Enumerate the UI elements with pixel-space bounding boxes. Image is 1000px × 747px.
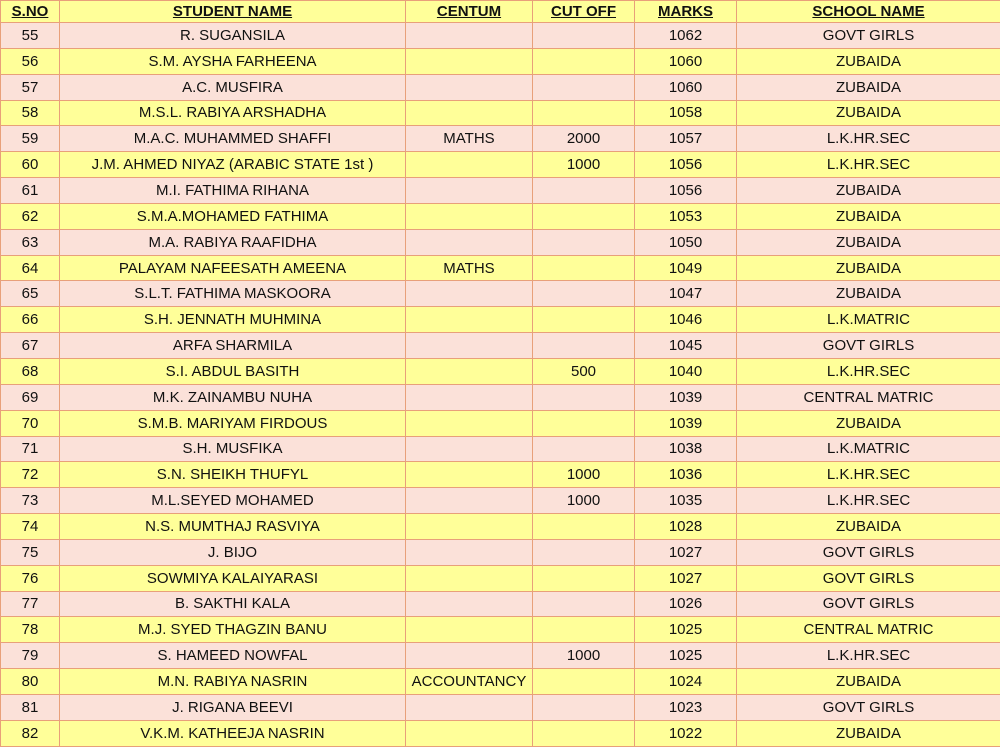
table-row <box>1 462 1000 488</box>
cell-centum <box>406 384 533 410</box>
cell-marks: 1036 <box>635 462 737 488</box>
cell-school-name: GOVT GIRLS <box>737 565 1000 591</box>
cell-sno: 71 <box>1 436 60 462</box>
cell-sno: 65 <box>1 281 60 307</box>
cell-student-name: N.S. MUMTHAJ RASVIYA <box>60 514 406 540</box>
cell-centum <box>406 152 533 178</box>
cell-marks: 1060 <box>635 74 737 100</box>
header-centum: CENTUM <box>406 1 533 23</box>
cell-marks: 1035 <box>635 488 737 514</box>
cell-cut-off: 1000 <box>533 643 635 669</box>
cell-school-name: GOVT GIRLS <box>737 694 1000 720</box>
cell-centum <box>406 488 533 514</box>
cell-sno: 63 <box>1 229 60 255</box>
cell-school-name: CENTRAL MATRIC <box>737 384 1000 410</box>
cell-sno: 79 <box>1 643 60 669</box>
cell-marks: 1027 <box>635 539 737 565</box>
cell-marks: 1060 <box>635 48 737 74</box>
cell-centum <box>406 178 533 204</box>
cell-cut-off <box>533 281 635 307</box>
cell-centum <box>406 591 533 617</box>
cell-student-name: J. BIJO <box>60 539 406 565</box>
table-row <box>1 565 1000 591</box>
cell-cut-off <box>533 178 635 204</box>
cell-marks: 1026 <box>635 591 737 617</box>
table-row <box>1 281 1000 307</box>
cell-centum <box>406 307 533 333</box>
cell-sno: 75 <box>1 539 60 565</box>
cell-sno: 72 <box>1 462 60 488</box>
cell-sno: 66 <box>1 307 60 333</box>
cell-centum <box>406 565 533 591</box>
cell-cut-off <box>533 565 635 591</box>
cell-student-name: S.H. JENNATH MUHMINA <box>60 307 406 333</box>
cell-cut-off <box>533 436 635 462</box>
cell-school-name: GOVT GIRLS <box>737 333 1000 359</box>
cell-centum <box>406 617 533 643</box>
cell-cut-off <box>533 229 635 255</box>
cell-school-name: GOVT GIRLS <box>737 591 1000 617</box>
table-row <box>1 591 1000 617</box>
table-row <box>1 514 1000 540</box>
cell-cut-off: 1000 <box>533 462 635 488</box>
table-row <box>1 48 1000 74</box>
cell-marks: 1023 <box>635 694 737 720</box>
cell-school-name: L.K.HR.SEC <box>737 488 1000 514</box>
cell-student-name: M.L.SEYED MOHAMED <box>60 488 406 514</box>
table-row <box>1 152 1000 178</box>
cell-centum <box>406 436 533 462</box>
cell-centum <box>406 281 533 307</box>
table-row <box>1 488 1000 514</box>
cell-school-name: ZUBAIDA <box>737 410 1000 436</box>
cell-student-name: S.M. AYSHA FARHEENA <box>60 48 406 74</box>
cell-cut-off <box>533 617 635 643</box>
cell-cut-off: 1000 <box>533 152 635 178</box>
table-row <box>1 178 1000 204</box>
cell-marks: 1049 <box>635 255 737 281</box>
cell-school-name: ZUBAIDA <box>737 100 1000 126</box>
cell-sno: 58 <box>1 100 60 126</box>
cell-marks: 1028 <box>635 514 737 540</box>
cell-school-name: L.K.HR.SEC <box>737 462 1000 488</box>
cell-marks: 1038 <box>635 436 737 462</box>
table-row <box>1 669 1000 695</box>
cell-centum <box>406 358 533 384</box>
cell-centum <box>406 694 533 720</box>
cell-school-name: ZUBAIDA <box>737 255 1000 281</box>
cell-sno: 74 <box>1 514 60 540</box>
cell-school-name: ZUBAIDA <box>737 178 1000 204</box>
cell-student-name: S.M.B. MARIYAM FIRDOUS <box>60 410 406 436</box>
table-row <box>1 384 1000 410</box>
cell-school-name: L.K.MATRIC <box>737 307 1000 333</box>
cell-cut-off <box>533 203 635 229</box>
cell-marks: 1056 <box>635 178 737 204</box>
table-row <box>1 203 1000 229</box>
table-row <box>1 539 1000 565</box>
cell-marks: 1050 <box>635 229 737 255</box>
cell-student-name: M.N. RABIYA NASRIN <box>60 669 406 695</box>
cell-sno: 59 <box>1 126 60 152</box>
cell-cut-off <box>533 591 635 617</box>
table-row <box>1 410 1000 436</box>
cell-sno: 70 <box>1 410 60 436</box>
cell-cut-off <box>533 333 635 359</box>
cell-sno: 57 <box>1 74 60 100</box>
cell-centum <box>406 539 533 565</box>
cell-cut-off <box>533 539 635 565</box>
cell-marks: 1047 <box>635 281 737 307</box>
cell-school-name: ZUBAIDA <box>737 281 1000 307</box>
cell-marks: 1025 <box>635 617 737 643</box>
cell-student-name: PALAYAM NAFEESATH AMEENA <box>60 255 406 281</box>
cell-student-name: J. RIGANA BEEVI <box>60 694 406 720</box>
cell-student-name: A.C. MUSFIRA <box>60 74 406 100</box>
cell-student-name: M.A.C. MUHAMMED SHAFFI <box>60 126 406 152</box>
cell-cut-off: 1000 <box>533 488 635 514</box>
cell-cut-off <box>533 100 635 126</box>
cell-school-name: ZUBAIDA <box>737 203 1000 229</box>
cell-cut-off: 500 <box>533 358 635 384</box>
cell-sno: 55 <box>1 23 60 49</box>
cell-centum <box>406 229 533 255</box>
cell-school-name: GOVT GIRLS <box>737 23 1000 49</box>
table-row <box>1 74 1000 100</box>
cell-marks: 1046 <box>635 307 737 333</box>
cell-centum <box>406 462 533 488</box>
table-row <box>1 229 1000 255</box>
cell-marks: 1053 <box>635 203 737 229</box>
cell-school-name: ZUBAIDA <box>737 229 1000 255</box>
cell-school-name: L.K.HR.SEC <box>737 126 1000 152</box>
cell-cut-off <box>533 669 635 695</box>
table-row <box>1 720 1000 746</box>
cell-centum <box>406 720 533 746</box>
table-row <box>1 358 1000 384</box>
cell-school-name: L.K.MATRIC <box>737 436 1000 462</box>
cell-sno: 67 <box>1 333 60 359</box>
cell-student-name: M.I. FATHIMA RIHANA <box>60 178 406 204</box>
cell-cut-off <box>533 307 635 333</box>
header-row <box>1 1 1000 23</box>
cell-sno: 78 <box>1 617 60 643</box>
cell-sno: 64 <box>1 255 60 281</box>
cell-marks: 1027 <box>635 565 737 591</box>
table-row <box>1 643 1000 669</box>
cell-sno: 60 <box>1 152 60 178</box>
cell-cut-off: 2000 <box>533 126 635 152</box>
table-row <box>1 255 1000 281</box>
cell-cut-off <box>533 720 635 746</box>
header-marks: MARKS <box>635 1 737 23</box>
cell-school-name: L.K.HR.SEC <box>737 358 1000 384</box>
cell-marks: 1056 <box>635 152 737 178</box>
cell-centum <box>406 74 533 100</box>
cell-sno: 77 <box>1 591 60 617</box>
table-row <box>1 307 1000 333</box>
cell-school-name: GOVT GIRLS <box>737 539 1000 565</box>
cell-marks: 1039 <box>635 384 737 410</box>
cell-student-name: B. SAKTHI KALA <box>60 591 406 617</box>
cell-marks: 1040 <box>635 358 737 384</box>
cell-marks: 1057 <box>635 126 737 152</box>
cell-cut-off <box>533 255 635 281</box>
cell-centum: MATHS <box>406 126 533 152</box>
cell-centum <box>406 333 533 359</box>
header-sno: S.NO <box>1 1 60 23</box>
cell-sno: 69 <box>1 384 60 410</box>
cell-sno: 81 <box>1 694 60 720</box>
cell-marks: 1039 <box>635 410 737 436</box>
cell-marks: 1024 <box>635 669 737 695</box>
cell-centum <box>406 203 533 229</box>
cell-school-name: ZUBAIDA <box>737 669 1000 695</box>
cell-school-name: L.K.HR.SEC <box>737 643 1000 669</box>
cell-cut-off <box>533 410 635 436</box>
cell-student-name: M.J. SYED THAGZIN BANU <box>60 617 406 643</box>
cell-school-name: CENTRAL MATRIC <box>737 617 1000 643</box>
cell-student-name: S.H. MUSFIKA <box>60 436 406 462</box>
cell-student-name: ARFA SHARMILA <box>60 333 406 359</box>
cell-cut-off <box>533 514 635 540</box>
cell-centum <box>406 23 533 49</box>
header-cut-off: CUT OFF <box>533 1 635 23</box>
table-row <box>1 617 1000 643</box>
cell-sno: 61 <box>1 178 60 204</box>
cell-cut-off <box>533 74 635 100</box>
cell-sno: 68 <box>1 358 60 384</box>
table-row <box>1 333 1000 359</box>
cell-school-name: L.K.HR.SEC <box>737 152 1000 178</box>
cell-marks: 1045 <box>635 333 737 359</box>
table-row <box>1 694 1000 720</box>
cell-centum <box>406 100 533 126</box>
cell-school-name: ZUBAIDA <box>737 74 1000 100</box>
cell-centum: ACCOUNTANCY <box>406 669 533 695</box>
cell-cut-off <box>533 48 635 74</box>
cell-student-name: S.M.A.MOHAMED FATHIMA <box>60 203 406 229</box>
cell-cut-off <box>533 694 635 720</box>
cell-centum <box>406 48 533 74</box>
cell-school-name: ZUBAIDA <box>737 720 1000 746</box>
table-row <box>1 100 1000 126</box>
cell-school-name: ZUBAIDA <box>737 48 1000 74</box>
cell-marks: 1058 <box>635 100 737 126</box>
cell-sno: 56 <box>1 48 60 74</box>
cell-sno: 76 <box>1 565 60 591</box>
cell-student-name: M.K. ZAINAMBU NUHA <box>60 384 406 410</box>
cell-sno: 82 <box>1 720 60 746</box>
cell-student-name: J.M. AHMED NIYAZ (ARABIC STATE 1st ) <box>60 152 406 178</box>
cell-marks: 1025 <box>635 643 737 669</box>
cell-sno: 80 <box>1 669 60 695</box>
cell-school-name: ZUBAIDA <box>737 514 1000 540</box>
header-school-name: SCHOOL NAME <box>737 1 1000 23</box>
cell-marks: 1062 <box>635 23 737 49</box>
cell-student-name: S.L.T. FATHIMA MASKOORA <box>60 281 406 307</box>
table-row <box>1 436 1000 462</box>
header-student-name: STUDENT NAME <box>60 1 406 23</box>
cell-student-name: V.K.M. KATHEEJA NASRIN <box>60 720 406 746</box>
cell-marks: 1022 <box>635 720 737 746</box>
cell-student-name: S.I. ABDUL BASITH <box>60 358 406 384</box>
cell-sno: 62 <box>1 203 60 229</box>
cell-sno: 73 <box>1 488 60 514</box>
cell-student-name: S. HAMEED NOWFAL <box>60 643 406 669</box>
cell-centum: MATHS <box>406 255 533 281</box>
cell-cut-off <box>533 384 635 410</box>
cell-student-name: M.S.L. RABIYA ARSHADHA <box>60 100 406 126</box>
cell-centum <box>406 410 533 436</box>
cell-student-name: M.A. RABIYA RAAFIDHA <box>60 229 406 255</box>
table-body <box>1 23 1000 747</box>
cell-centum <box>406 514 533 540</box>
table-row <box>1 23 1000 49</box>
table-row <box>1 126 1000 152</box>
cell-student-name: SOWMIYA KALAIYARASI <box>60 565 406 591</box>
cell-centum <box>406 643 533 669</box>
cell-student-name: R. SUGANSILA <box>60 23 406 49</box>
cell-student-name: S.N. SHEIKH THUFYL <box>60 462 406 488</box>
cell-cut-off <box>533 23 635 49</box>
